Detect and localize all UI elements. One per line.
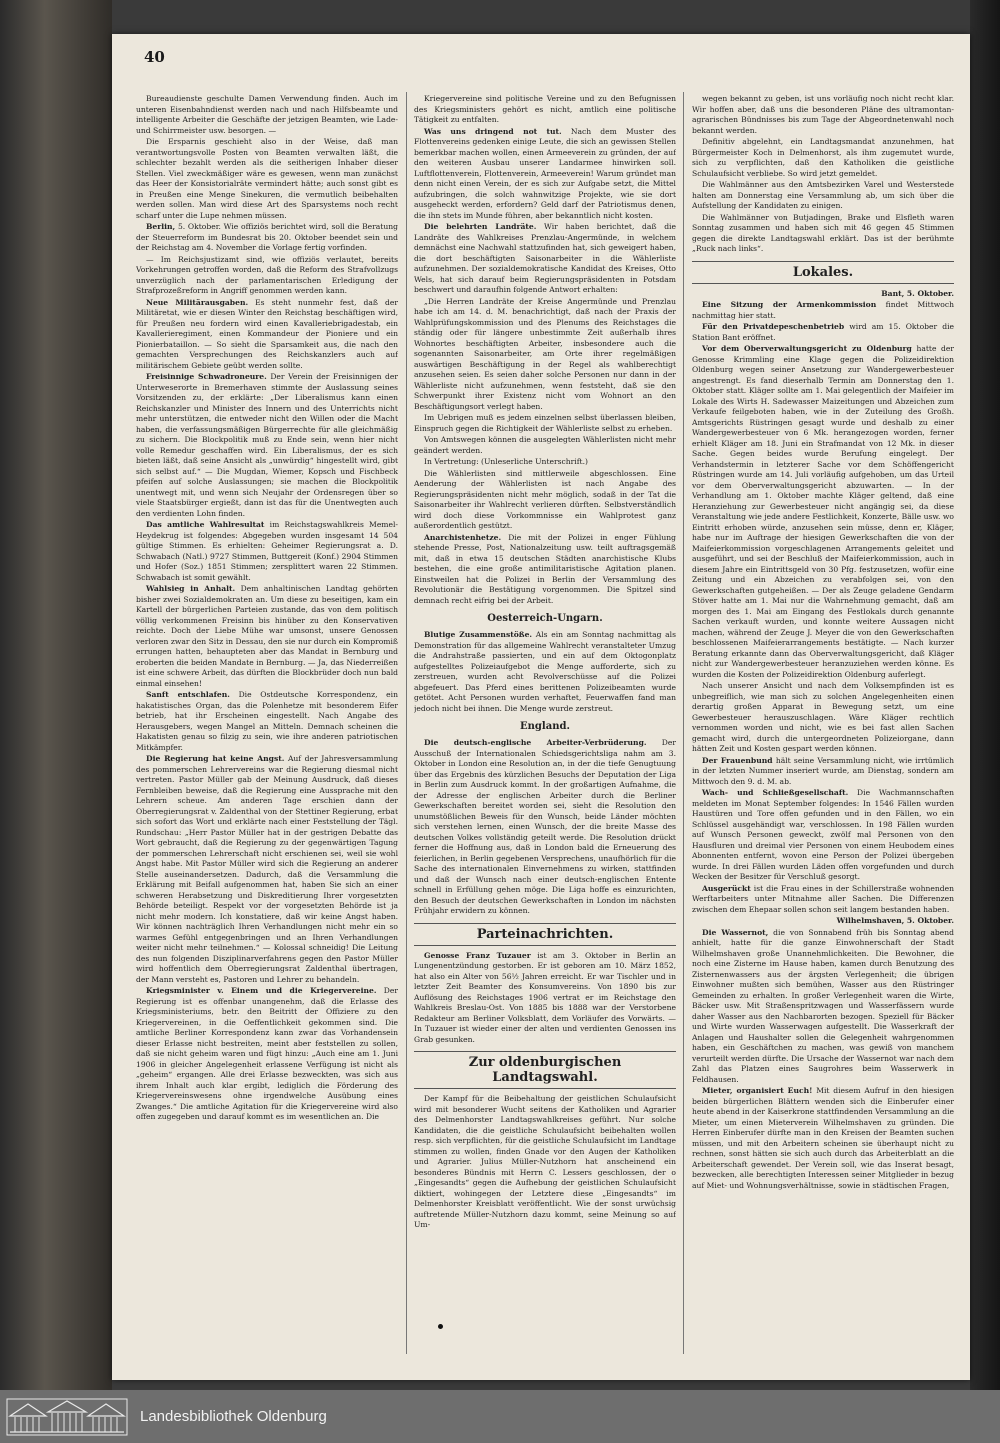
article-text: findet Mittwoch nachmittag hier statt. bbox=[692, 300, 954, 320]
article-paragraph bbox=[136, 986, 398, 1123]
article-text: 5. Oktober. Wie offiziös berichtet wird, soll die Beratung der Steuerreform im Bundesrat bis 20. Oktober beendet sein und der Reichstag am 4. November die Vorlage fertig vorfinden. bbox=[136, 222, 398, 252]
article-paragraph bbox=[692, 180, 954, 212]
article-lead: Anarchistenhetze. bbox=[424, 532, 502, 542]
article-lead: Die deutsch-englische Arbeiter-Verbrüderung. bbox=[424, 738, 647, 747]
article-text: Nach unserer Ansicht und nach dem Volksempfinden ist es unbegreiflich, wie man sich zu solchen Angelegenheiten einen derartig großen Apparat in Bewegung setzt, um eine Gewerbesteuer herauszuschlagen. Wäre Kläger rechtlich vernommen worden und nicht, wie es bei fast allen Sachen gemacht wird, durch die untergeordneten Polizeiorgane, dann hätten Zeit und Kosten gespart werden können. bbox=[692, 681, 954, 753]
article-text: die von Sonnabend früh bis Sonntag abend anhielt, hatte für die ganze Einwohnerschaft der Stadt Wilhelmshaven große Unannehmlichkeiten. Die Bewohner, die noch eine Zisterne im Hause haben, kamen durch Benutzung des Zisternenwassers aus der ärgsten Verlegenheit; die übrigen Einwohner mußten sich bemühen, Wasser aus den Rüstringer Gemeinden zu erhalten. In großer Verlegenheit waren die Wirte, Bäcker usw. Mit Straßenspritzwagen und Wasserfässern wurde daher Wasser aus den Nachbarorten bezogen. Speziell für Bäcker und Wirte wurden Wasserwagen aufgestellt. Die Wasserkraft der Anlagen und Haushalter sollen die Gelegenheit wahrgenommen haben, ein Geschäftchen zu machen, was gewiß von manchem verurteilt werden dürfte. Die Ursache der Wassernot war nach dem Zahl das Platzen eines Saugrohres beim Wasserwerk in Feldhausen. bbox=[692, 927, 954, 1084]
article-lead: Das amtliche Wahlresultat bbox=[146, 520, 265, 529]
article-text: Dem anhaltinischen Landtag gehörten bisher zwei Sozialdemokraten an. Um diese zu beseitigen, kam ein Kartell der bürgerlichen Parteien zustande, das von dem politisch völlig verkommenen Freisinn bis hinüber zu den Konservativen reichte. Doch der Liebe Mühe war umsonst, unsere Genossen verloren zwar den Sitz in Dessau, den sie nur durch ein Kompromiß errungen hatten, behaupteten aber das Mandat in Bernburg und eroberten die beiden Mandate in Bernburg. — Ja, das Niederreißen ist eine schwere Arbeit, das dürften die Blockbrüder doch nun bald einmal einsehen! bbox=[136, 584, 398, 688]
article-paragraph bbox=[414, 94, 676, 126]
article-text: Nach dem Muster des Flottenvereins gedenken einige Leute, die sich an gewissen Stellen bemerkbar machen wollen, einen Armeeverein zu gründen, der auf den weiteren Ausbau unserer Landarmee hinwirken soll. Luftflottenverein, Flottenverein, Armeeverein! Warum gründet man denn nicht einen Verein, der es sich zur Aufgabe setzt, die Mittel aufzubringen, die solch wahnwitzige Projekte, wie sie dort ausgeheckt werden, erfordern? Geld darf der Patriotismus denen, die ihn stets im Munde führen, aber bekanntlich nicht kosten. bbox=[414, 126, 676, 220]
section-heading: Parteinachrichten. bbox=[414, 923, 676, 946]
article-lead: Was uns dringend not tut. bbox=[424, 126, 562, 136]
column-2 bbox=[414, 94, 676, 1344]
article-paragraph bbox=[136, 94, 398, 136]
article-text: im Reichstagswahlkreis Memel-Heydekrug ist folgendes: Abgegeben wurden insgesamt 14 504 gültige Stimmen. Es erhielten: Geheimer Regierungsrat a. D. Schwabach (Natl.) 9727 Stimmen, Buttgereit (Konf.) 2904 Stimmen und Hofer (Soz.) 1851 Stimmen; zersplittert waren 22 Stimmen. Schwabach ist somit gewählt. bbox=[136, 520, 398, 582]
article-lead: Der Frauenbund bbox=[702, 755, 773, 765]
article-paragraph bbox=[414, 469, 676, 532]
article-text: Die Wählerlisten sind mittlerweile abgeschlossen. Eine Aenderung der Wählerlisten ist nach Angabe des Regierungspräsidenten nicht mehr möglich, sodaß in der Tat die Saisonarbeiter ihr Wahlrecht verlieren dürften. Selbstverständlich wird doch diese Vorkommnisse ein Wahlprotest ganz außerordentlich gestützt. bbox=[414, 468, 676, 530]
article-paragraph bbox=[692, 213, 954, 255]
article-lead: Blutige Zusammenstöße. bbox=[424, 630, 533, 639]
article-paragraph bbox=[692, 1086, 954, 1191]
article-lead: Eine Sitzung der Armenkommission bbox=[702, 300, 877, 309]
article-paragraph bbox=[692, 928, 954, 1086]
article-text: Bureaudienste geschulte Damen Verwendung finden. Auch im unteren Eisenbahndienst werden nach und nach Hilfsbeamte und intelligente Arbeiter die Geschäfte der jetzigen Beamten, wie Lade- und Schirrmeister usw. besorgen. — bbox=[136, 94, 398, 135]
article-lead: Vor dem Oberverwaltungsgericht zu Oldenburg bbox=[702, 344, 912, 353]
column-1 bbox=[136, 94, 398, 1344]
article-paragraph bbox=[136, 222, 398, 254]
book-gutter bbox=[0, 0, 112, 1443]
article-text: hatte der Genosse Krimmling eine Klage gegen die Polizeidirektion Oldenburg wegen seiner Ansetzung zur Wandergewerbesteuer angestrengt. Es fand dieserhalb Termin am Donnerstag den 1. Oktober statt. Kläger sollte am 1. Mai gelegentlich der Maifeier im Lokale des Wirts H. Sadewasser Maizeitungen und Abzeichen zum Verkaufe feilgeboten haben, wie in der Zuteilung des Großh. Amtsgerichts Rüstringen gesagt wurde und deshalb zu einer Wandergewerbesteuer von 6 Mk. herangezogen worden, ferner erhielt Kläger am 18. Juni ein Strafmandat von 12 Mk. in dieser Sache. Gegen beides wurde Berufung eingelegt. Der Verhandstermin in letzterer Sache vor dem Schöffengericht Rüstringen wurde am 14. Juli vorläufig aufgehoben, um das Urteil vor dem Oberverwaltungsgericht abzuwarten. — In der Verhandlung am 1. Oktober machte Kläger geltend, daß eine Heranziehung zur Gewerbesteuer nicht angängig sei, da diese Veranstaltung wie jede andere Festlichkeit, Konzerte, Bälle usw. wo Eintritt erhoben würde, anzusehen sein müsse, denn er, Kläger, habe nur im Auftrage der hiesigen Gewerkschaften die von der Maifeierkommission vorgeschlagenen Arrangements geleitet und ausgeführt, und sei der Beschluß der Maifeierkommission, auch in diesem Jahre ein Eintrittsgeld von 30 Pfg. festzusetzen, wofür eine Zeitung und ein Abzeichen zu verabfolgen sei, von den Gewerkschaften gutgeheißen. — Der als Zeuge geladene Gendarm Stöver hatte am 1. Mai nur die Wahrnehmung gemacht, daß am morgen des 1. Mai am Eingang des Festlokals durch genannte Sachen verkauft wurden, und konnte weitere Aussagen nicht machen, während der Zeuge J. Meyer die von den Gewerkschaften beschlossenen Maifeierarrangements bestätigte. — Nach kurzer Beratung erkannte dann das Oberverwaltungsgericht, daß Kläger nicht zur Wandergewerbesteuer heranzuziehen werden könne. Es wurden die Kosten der Polizeidirektion Oldenburg auferlegt. bbox=[692, 344, 954, 679]
article-text: Die Wachmannschaften meldeten im Monat September folgendes: In 1546 Fällen wurden Haustüren und Tore offen gefunden und in den Fällen, wo ein Schlüssel ausgehändigt war, verschlossen. In 198 Fällen wurden auf Wunsch Personen geweckt, zwölf mal Personen von den Hausfluren und dreimal vier Personen von einem Heubodem eines Abonnenten entfernt, wovon eine Person der Polizei übergeben wurde. In drei Fällen wurden Läden offen vorgefunden und durch Wecken der Besitzer für Verschluß gesorgt. bbox=[692, 788, 954, 881]
dateline: Wilhelmshaven, 5. Oktober. bbox=[836, 916, 954, 925]
article-paragraph bbox=[136, 137, 398, 221]
article-paragraph bbox=[136, 584, 398, 689]
article-lead: Ausgerückt bbox=[702, 883, 751, 893]
article-text: Es steht nunmehr fest, daß der Militäretat, wie er diesen Winter den Reichstag beschäftigen wird, für Preußen neu fordern wird einen Kavalleriebrigadestab, ein Kavallerieregiment, einen Kommandeur der Pioniere und ein Pionierbataillon. — So sieht die Sparsamkeit aus, die nach den gemachten Versprechungen des Reichskanzlers auch auf militärischem Gebiete geübt werden sollte. bbox=[136, 297, 398, 370]
article-text: Die Wahlmänner von Butjadingen, Brake und Elsfleth waren Sonntag zusammen und haben sich mit 46 gegen 45 Stimmen gegen die direkte Landtagswahl erklärt. Das ist der berühmte „Ruck nach links“. bbox=[692, 212, 954, 253]
section-heading: Zur oldenburgischen Landtagswahl. bbox=[414, 1051, 676, 1089]
article-paragraph bbox=[414, 222, 676, 296]
article-paragraph bbox=[414, 951, 676, 1046]
article-text: Die mit der Polizei in enger Fühlung stehende Presse, Post, Nationalzeitung usw. teilt auftragsgemäß mit, daß in etwa 15 deutschen Städten anarchistische Klubs bestehen, die eine große antimilitaristische Agitation planen. Einstweilen hat die Polizei in Berlin der Versammlung des Revolutionär die Bestätigung vorgenommen. Die Spitzel sind demnach recht eifrig bei der Arbeit. bbox=[414, 532, 676, 605]
article-paragraph bbox=[136, 520, 398, 583]
article-text: Der Verein der Freisinnigen der Unterweserorte in Bremerhaven stimmte der Auslassung seines Vorsitzenden zu, der erklärte: „Der Liberalismus kann einen Reichskanzler und Minister des Innern und des Unterrichts nicht mehr unterstützen, die entweder nicht den Willen oder die Macht haben, die verfassungsmäßigen Bürgerrechte für alle gleichmäßig zu sichern. Die Blockpolitik muß zu Ende sein, wenn hier nicht volle Remedur geschaffen wird. Ein Liberalismus, der es sich bieten läßt, daß seine Ansicht als „unwürdig“ hingestellt wird, gibt sich selbst auf.“ — Die Mugdan, Wiemer, Kopsch und Fischbeck pfeifen auf solche Auslassungen; sie machen die Blockpolitik unentwegt mit, und wenn sich Neujahr der Ordensregen über so viele Staatsbürger ergießt, dann ist das für die Unentwegten auch den verdienten Lohn finden. bbox=[136, 372, 398, 518]
dateline: Bant, 5. Oktober. bbox=[881, 288, 954, 298]
article-text: Die Ersparnis geschieht also in der Weise, daß man verantwortungsvolle Posten von Beamten verwalten läßt, die schlechter bezahlt werden als die seitherigen Inhaber dieser Stellen. Viel zweckmäßiger wäre es gewesen, wenn man zunächst das Heer der Konsistorialräte vermindert hätte; auch sonst gibt es in Preußen eine Menge Sinekuren, die vermutlich beibehalten werden sollen. Man wird diese Art des Sparsystems noch recht scharf unter die Lupe nehmen müssen. bbox=[136, 137, 398, 220]
library-name: Landesbibliothek Oldenburg bbox=[140, 1408, 327, 1425]
article-paragraph bbox=[692, 322, 954, 343]
article-paragraph bbox=[414, 738, 676, 917]
article-text: In Vertretung: (Unleserliche Unterschrift.) bbox=[424, 457, 588, 466]
article-paragraph bbox=[136, 372, 398, 519]
library-footer bbox=[0, 1390, 1000, 1443]
article-text: Als ein am Sonntag nachmittag als Demonstration für das allgemeine Wahlrecht veranstalteter Umzug die Andrahstraße passierten, und ein auf dem Oktogonplatz aufgestelltes Polizeiaufgebot die Menge aufforderte, sich zu zerstreuen, wurden acht Revolverschüsse auf die Polizei abgefeuert. Das Pferd eines berittenen Polizeibeamten wurde getötet. Acht Personen wurden verhaftet, Feuerwaffen fand man jedoch nicht bei ihnen. Die Menge wurde zerstreut. bbox=[414, 630, 676, 713]
scan-edge bbox=[970, 0, 1000, 1443]
article-text: Die Wahlmänner aus den Amtsbezirken Varel und Westerstede halten am Donnerstag eine Versammlung ab, um sich über die Aufstellung der Kandidaten zu einigen. bbox=[692, 180, 954, 210]
article-text: Auf der Jahresversammlung des pommerschen Lehrervereins war die Regierung diesmal nicht vertreten. Pastor Müller gab der Meinung Ausdruck, daß dieses Fernbleiben beweise, daß die Regierung eine Aussprache mit den Lehrern scheue. Am anderen Tage erschien dann der Oberregierungsrat v. Zaldenthal von der Stettiner Regierung, erbat sich sofort das Wort und erklärte nach einer Feststellung der Tägl. Rundschau: „Herr Pastor Müller hat in der gestrigen Debatte das Wort gebraucht, daß die Regierung zu der gegenwärtigen Tagung der pommerschen Lehrerschaft nicht erschienen sei, weil sie wohl Angst habe. Mit Pastor Müller wird sich die Regierung an anderer Stelle auseinandersetzen. Dadurch, daß die Versammlung die Erklärung mit Beifall aufgenommen hat, haben Sie sich an einer schweren Herabsetzung und Diskreditierung Ihrer vorgesetzten Behörde beteiligt. Respekt vor der vorgesetzten Behörde ist ja nicht mehr modern. Ich konstatiere, daß wir keine Angst haben. Wir können nachträglich Ihren Verhandlungen nicht mehr ein so warmes Gefühl entgegenbringen und an Ihren Verhandlungen weiter nicht mehr teilnehmen.“ — Kolossal schneidig! Die Leitung des nun folgenden Disziplinarverfahrens gegen den Pastor Müller wird hoffentlich dem Oberregierungsrat Zaldenthal übertragen, der Mann versteht es, Pastoren und Lehrer zu behandeln. bbox=[136, 754, 398, 984]
article-paragraph bbox=[414, 457, 676, 468]
article-text: Definitiv abgelehnt, ein Landtagsmandat anzunehmen, hat Bürgermeister Koch in Delmenhorst, als ihm zugemutet wurde, sich zu verpflichten, daß den Katholiken die geistliche Schulaufsicht verbliebe. So wird jetzt gemeldet. bbox=[692, 137, 954, 178]
article-paragraph bbox=[414, 533, 676, 607]
article-text: Von Amtswegen können die ausgelegten Wählerlisten nicht mehr geändert werden. bbox=[414, 435, 676, 455]
article-paragraph bbox=[692, 884, 954, 916]
article-text: ist am 3. Oktober in Berlin an Lungenentzündung gestorben. Er ist geboren am 10. März 1852, hat also ein Alter von 56½ Jahren erreicht. Er war Tischler und in letzter Zeit Beamter des Konsumvereins. Von 1890 bis zur Auflösung des Reichstages 1906 vertrat er im Reichstage den Wahlkreis Breslau-Ost. Von 1885 bis 1888 war der Verstorbene Redakteur am Berliner Volksblatt, dem Vorläufer des Vorwärts. — In Tuzauer ist wieder einer der alten und verdienten Genossen ins Grab gesunken. bbox=[414, 950, 676, 1044]
article-lead: Kriegsminister v. Einem und die Kriegervereine. bbox=[146, 986, 377, 995]
newspaper-page bbox=[112, 34, 970, 1380]
article-lead: Mieter, organisiert Euch! bbox=[702, 1086, 813, 1095]
article-text: Der Kampf für die Beibehaltung der geistlichen Schulaufsicht wird mit besonderer Wucht seitens der Katholiken und Agrarier des Delmenhorster Landtagswahlkreises geführt. Nur solche Kandidaten, die die geistliche Schulaufsicht beibehalten wollen resp. sich verpflichten, für die geistliche Schulaufsicht im Landtage stimmen zu wollen, finden Gnade vor den Augen der Katholiken und Agrarier. Julius Müller-Nutzhorn hat anscheinend ein besonderes Bündnis mit Herrn C. Lessers geschlossen, der o „Eingesandts“ gegen die Aufhebung der geistlichen Schulaufsicht diktiert, wohingegen der Letztere diese „Eingesandts“ im Delmenhorster Kreisblatt veröffentlicht. Wie der sonst urwüchsig auftretende Müller-Nutzhorn dazu kommt, seine Meinung so auf Um- bbox=[414, 1094, 676, 1229]
article-text: Wir haben berichtet, daß die Landräte des Wahlkreises Prenzlau-Angermünde, in welchem demnächst eine Nachwahl stattzufinden hat, sich geweigert haben, die dort beschäftigten Saisonarbeiter in die Wählerliste aufzunehmen. Der sozialdemokratische Kandidat des Kreises, Otto Wels, hat sich darauf beim Regierungspräsidenten in Potsdam beschwert und daraufhin folgende Antwort erhalten: bbox=[414, 222, 676, 294]
article-paragraph bbox=[692, 681, 954, 755]
column-rule bbox=[683, 92, 684, 1354]
article-paragraph bbox=[692, 300, 954, 321]
article-lead: Wahlsieg in Anhalt. bbox=[146, 584, 236, 593]
section-heading: Oesterreich-Ungarn. bbox=[487, 613, 603, 624]
article-text: Im Uebrigen muß es jedem einzelnen selbst überlassen bleiben, Einspruch gegen die Richtigkeit der Wählerliste selbst zu erheben. bbox=[414, 413, 676, 433]
article-paragraph bbox=[136, 754, 398, 985]
article-text: Kriegervereine sind politische Vereine und zu den Befugnissen des Kriegsministers gehört es nicht, amtlich eine politische Tätigkeit zu entfalten. bbox=[414, 94, 676, 124]
article-text: ist die Frau eines in der Schillerstraße wohnenden Werftarbeiters unter Mitnahme aller Sachen. Die Differenzen zwischen dem Ehepaar sollen schon seit langem bestanden haben. bbox=[692, 883, 954, 914]
article-paragraph bbox=[136, 298, 398, 372]
article-paragraph bbox=[136, 255, 398, 297]
article-paragraph bbox=[414, 413, 676, 434]
article-paragraph bbox=[414, 630, 676, 714]
scan-mark bbox=[438, 1324, 443, 1329]
article-paragraph bbox=[692, 137, 954, 179]
article-paragraph bbox=[692, 788, 954, 883]
article-text: hält seine Versammlung nicht, wie irrtümlich in der letzten Nummer inseriert wurde, am Dienstag, sondern am Mittwoch den 9. d. M. ab. bbox=[692, 755, 954, 786]
article-paragraph bbox=[414, 435, 676, 456]
article-text: — Im Reichsjustizamt sind, wie offiziös verlautet, bereits Vorkehrungen getroffen worden, daß die Reform des Strafvollzugs unverzüglich nach der parlamentarischen Erledigung der Strafprozeßreform in Angriff genommen werden kann. bbox=[136, 254, 398, 295]
article-paragraph bbox=[414, 127, 676, 222]
column-rule bbox=[406, 92, 407, 1354]
page-number: 40 bbox=[144, 48, 165, 66]
article-lead: Für den Privatdepeschenbetrieb bbox=[702, 322, 845, 331]
article-lead: Wach- und Schließgesellschaft. bbox=[702, 788, 849, 797]
article-text: Der Ausschuß der Internationalen Schiedsgerichtsliga nahm am 3. Oktober in London eine Resolution an, in der die tiefe Genugtuung über das Ergebnis des kürzlichen Besuchs der Deputation der Liga in Berlin zum Ausdruck kommt. In der großartigen Aufnahme, die der Adresse der englischen Arbeiter durch die Berliner Gewerkschaften bereitet worden sei, sieht die Resolution den unumstößlichen Beweis für den Wunsch, beide Länder möchten sich verstehen lernen, einen Wunsch, der die breite Masse des deutschen Volkes vollständig geteilt werde. Die Resolution drückt ferner die Hoffnung aus, daß in London bald die Erneuerung des feierlichen, in Berlin gegebenen Versprechens, unaufhörlich für die Sache des internationalen Einvernehmens zu wirken, stattfinden und daß der Wunsch nach einer deutsch-englischen Entente schnell in Erfüllung gehen möge. Die Liga hoffe es einzurichten, den Besuch der deutschen Gewerkschaften in London im nächsten Frühjahr erwidern zu können. bbox=[414, 738, 676, 915]
article-text: wegen bekannt zu geben, ist uns vorläufig noch nicht recht klar. Wir hoffen aber, daß uns die besonderen Pläne des ultramontan-agrarischen Bündnisses bis zum Tage der Abgeordnetenwahl noch bekannt werden. bbox=[692, 94, 954, 135]
article-paragraph bbox=[692, 756, 954, 788]
section-heading: Lokales. bbox=[692, 261, 954, 284]
article-lead: Sanft entschlafen. bbox=[146, 690, 230, 699]
article-paragraph bbox=[414, 297, 676, 413]
article-paragraph bbox=[414, 1094, 676, 1231]
article-text: wird am 15. Oktober die Station Bant eröffnet. bbox=[692, 322, 954, 342]
article-lead: Die belehrten Landräte. bbox=[424, 222, 537, 231]
section-heading: England. bbox=[520, 721, 570, 732]
article-lead: Freisinnige Schwadroneure. bbox=[146, 372, 267, 381]
article-paragraph bbox=[136, 690, 398, 753]
column-3 bbox=[692, 94, 954, 1344]
article-lead: Die Regierung hat keine Angst. bbox=[146, 754, 285, 763]
article-lead: Berlin, bbox=[146, 222, 176, 231]
article-paragraph bbox=[692, 94, 954, 136]
article-lead: Die Wassernot, bbox=[702, 927, 769, 937]
article-text: „Die Herren Landräte der Kreise Angermünde und Prenzlau habe ich am 14. d. M. benachrichtigt, daß nach der Praxis der Wahlprüfungskommission und des Plenums des Reichstages die ständig oder für längere unbestimmte Zeit außerhalb ihres Wohnortes beschäftigten Arbeiter, insbesondere auch die sogenannten Saisonarbeiter, am Orte ihrer regelmäßigen auswärtigen Beschäftigung in der Regel als wahlberechtigt anzusehen seien. Es seien daher solche Personen nur dann in der Wählerliste nicht aufzunehmen, wenn feststeht, daß sie den Schwerpunkt ihrer Existenz nicht vom Wohnort an den Beschäftigungsort verlegt haben. bbox=[414, 296, 676, 411]
article-text: Der Regierung ist es offenbar unangenehm, daß die Erlasse des Kriegsministeriums, betr. den Beitritt der Offiziere zu den Kriegervereinen, in die Oeffentlichkeit gekommen sind. Die amtliche Berliner Korrespondenz kann zwar das Vorhandensein dieser Erlasse nicht bestreiten, meint aber feststellen zu sollen, daß sie nicht geheim waren und fügt hinzu: „Auch eine am 1. Juni 1906 in gleicher Angelegenheit erlassene Verfügung ist nicht als „geheim“ ergangen. Alle drei Erlasse bezweckten, was sich aus ihrem Inhalt auch klar ergibt, lediglich die Förderung des Kriegervereinswesens ohne irgendwelche Ausübung eines Zwanges.“ Die amtliche Agitation für die Kriegervereine wird also offen zugegeben und darauf kommt es im wesentlichen an. Die bbox=[136, 986, 398, 1121]
article-text: Die Ostdeutsche Korrespondenz, ein hakatistisches Organ, das die Polenhetze mit besonderem Eifer betrieb, hat ihr Erscheinen eingestellt. Nach Angabe des Herausgebers, wegen Mangel an Mitteln. Demnach scheinen die Hakatisten genau so filzig zu sein, wie ihre anderen patriotischen Mitkämpfer. bbox=[136, 690, 398, 752]
article-text: Mit diesem Aufruf in den hiesigen beiden bürgerlichen Blättern wenden sich die Einberufer einer heute abend in der Kaiserkrone stattfindenden Versammlung an die Mieter, um einen Mieterverein Wilhelmshaven zu gründen. Die Herren Einberufer dürfte man in den Kreisen der Beamten suchen müssen, und mit den Arbeitern scheinen sie überhaupt nicht zu rechnen, sonst hätten sie sich auch durch das Arbeiterblatt an die Arbeiterschaft gewendet. Der Verein soll, wie das Inserat besagt, bezwecken, alle berechtigten Interessen seiner Mitglieder in bezug auf Miet- und Wohnungsverhältnisse, sowie in städtischen Fragen, bbox=[692, 1086, 954, 1190]
article-lead: Genosse Franz Tuzauer bbox=[424, 950, 531, 960]
article-paragraph bbox=[692, 344, 954, 680]
library-building-icon bbox=[6, 1398, 128, 1436]
article-lead: Neue Militärausgaben. bbox=[146, 297, 249, 307]
